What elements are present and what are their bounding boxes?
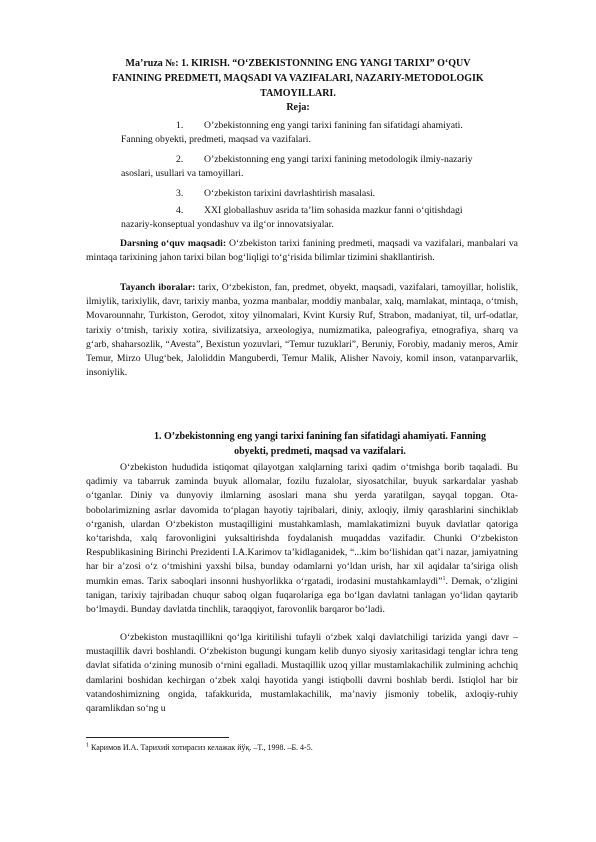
lecture-title: [88, 56, 508, 101]
plan-item-2: [121, 153, 521, 181]
title-line-2: FANINING PREDMETI, MAQSADI VA VAZIFALARI, NAZARIY-METODOLOGIK: [112, 73, 484, 84]
footnote-text: Каримов И.А. Тарихий хотирасиз келажак йўқ. –Т., 1998. –Б. 4-5.: [89, 743, 313, 752]
plan-item-number: 3.: [176, 188, 184, 199]
body-paragraph-1: [86, 461, 518, 617]
plan-item-1: [121, 119, 521, 147]
body-paragraph-2: O‘zbekiston mustaqillikni qo‘lga kiritilishi tufayli o‘zbek xalqi davlatchiligi tarizida yangi davr – mustaqillik davri boshlandi. O‘zbekiston bugungi kungam kelib dunyo siyosiy xaritasidagi tenglar ichra teng davlat sifatida o‘zining munosib o‘rnini egalladi. Mustaqillik uzoq yillar mustamlakachilik zulmining achchiq damlarini boshidan kechirgan o‘zbek xalqi hayotida yangi istiqbolli davrni boshlab berdi. Istiqlol har bir vatandoshimizning ongida, tafakkurida, mustamlakachilik, ma’naviy jismoniy tobelik, axloqiy-ruhiy qaramlikdan so‘ng u: [86, 632, 518, 715]
title-line-1: Ma’ruza №: 1. KIRISH. “O‘ZBEKISTONNING ENG YANGI TARIXI” O‘QUV: [125, 58, 471, 69]
keywords-label: Tayanch iboralar:: [120, 282, 196, 293]
section-heading: [120, 430, 520, 459]
plan-item-number: 4.: [176, 205, 184, 216]
paragraph-text: O‘zbekiston hududida istiqomat qilayotgan xalqlarning tarixi qadim o‘tmishga borib taqaladi. Bu qadimiy va tabarruk zaminda buyuk allomalar, fozilu fuzalolar, siyosatchilar, buyuk sarkardalar yashab o‘tganlar. Diniy va dunyoviy ilmlarning asoslari mana shu yerda yaratilgan, sayqal topgan. Ota-bobolarimizning asrlar davomida to‘plagan hayotiy tajribalari, diniy, axloqiy, ilmiy qarashlarini sinchiklab o‘rganish, ulardan O‘zbekiston mustaqilligini mustahkamlash, mamlakatimizni buyuk davlatlar qatoriga ko‘tarishda, xalq farovonligini yuksaltirishda foydalanish muqaddas vazifadir. Chunki O‘zbekiston Respublikasining Birinchi Prezidenti I.A.Karimov ta’kidlaganidek, “...kim bo‘lishidan qat’i nazar, jamiyatning har bir a’zosi o‘z o‘tmishini yaxshi bilsa, bunday odamlarni yo‘ldan urish, har xil aqidalar ta’siriga olish mumkin emas. Tarix saboqlari insonni hushyorlikka o‘rgatadi, irodasini mustahkamlaydi”: [86, 462, 518, 587]
section-heading-line-1: 1. O’zbekistonning eng yangi tarixi fanining fan sifatidagi ahamiyati. Fanning: [154, 431, 486, 442]
goal-label: Darsning o‘quv maqsadi:: [120, 238, 227, 249]
footnote-mark: 1: [86, 742, 89, 749]
goal-text: O‘zbekiston tarixi fanining predmeti, maqsadi va vazifalari, manbalari va mintaqa tarixining jahon tarixi bilan bog‘liqligi to‘g‘risida bilimlar tizimini shakllantirish.: [86, 238, 518, 264]
footnote-divider: [86, 737, 229, 738]
plan-item-continuation: nazariy-konseptual yondashuv va ilg‘or innovatsiyalar.: [121, 219, 334, 231]
title-line-3: TAMOYILLARI.: [260, 88, 336, 99]
keywords-text: tarix, O‘zbekiston, fan, predmet, obyekt, maqsadi, vazifalari, tamoyillar, holislik, ilmiylik, tarixiylik, davr, tarixiy manba, yozma manbalar, moddiy manbalar, xalq, mamlakat, mintaqa, o‘tmish, Movarounnahr, Turkiston, Gerodot, xitoy yilnomalari, Kvint Kursiy Ruf, Strabon, madaniyat, til, urf-odatlar, tarixiy o‘tmish, tarixiy xotira, sivilizatsiya, arxeologiya, numizmatika, paleografiya, etnografiya, sharq va g‘arb, shaharsozlik, “Avesta”, Bexistun yozuvlari, “Temur tuzuklari”, Beruniy, Forobiy, madaniy meros, Amir Temur, Mirzo Ulug‘bek, Jaloliddin Manguberdi, Temur Malik, Alisher Navoiy, komil inson, vatanparvarlik, insoniylik.: [86, 282, 518, 379]
section-heading-line-2: obyekti, predmeti, maqsad va vazifalari.: [234, 445, 406, 457]
plan-item-text: XXI globallashuv asrida ta’lim sohasida mazkur fanni o‘qitishdagi: [204, 205, 463, 216]
plan-item-continuation: asoslari, usullari va tamoyillari.: [121, 168, 244, 180]
plan-item-text: O’zbekistonning eng yangi tarixi fanining metodologik ilmiy-nazariy: [204, 154, 473, 165]
keywords-paragraph: [86, 281, 518, 380]
plan-item-4: [121, 204, 521, 232]
plan-item-continuation: Fanning obyekti, predmeti, maqsad va vazifalari.: [121, 134, 311, 146]
footnote-reference: 1: [442, 575, 446, 582]
plan-item-number: 1.: [176, 120, 184, 131]
lesson-goal-paragraph: [86, 237, 518, 265]
plan-item-3: [121, 187, 521, 201]
footnote: [86, 742, 518, 753]
plan-item-text: O‘zbekiston tarixini davrlashtirish masalasi.: [204, 188, 376, 199]
paragraph-text-continued: . Demak, o‘zligini tanigan, tarixiy tajribadan chuqur saboq olgan fuqarolariga ega bo‘lgan davlatni tanlagan yo‘lidan qaytarib bo‘lmaydi. Bunday davlatda tinchlik, taraqqiyot, farovonlik barqaror bo‘ladi.: [86, 575, 518, 616]
plan-item-number: 2.: [176, 154, 184, 165]
plan-label: Reja:: [286, 102, 310, 113]
plan-item-text: O’zbekistonning eng yangi tarixi fanining fan sifatidagi ahamiyati.: [204, 120, 463, 131]
